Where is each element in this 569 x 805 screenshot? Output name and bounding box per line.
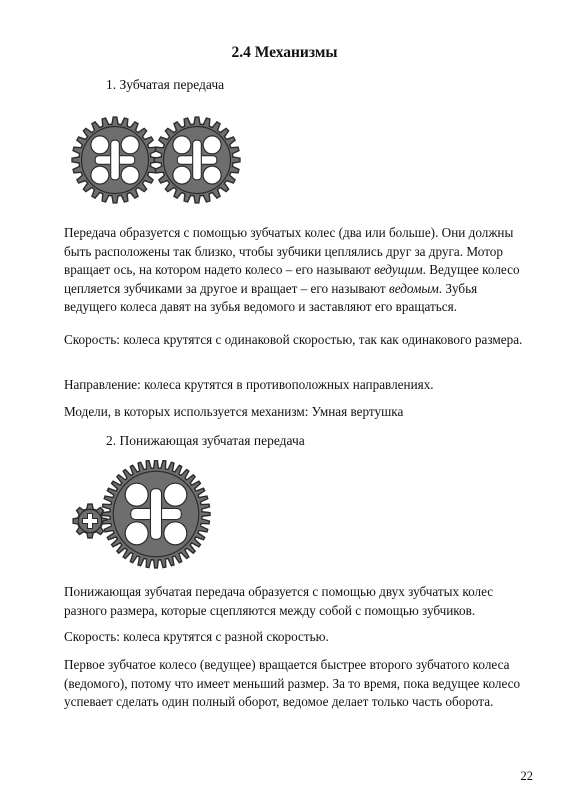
- equal-gears-figure: [68, 110, 248, 210]
- reduction-explanation-paragraph: Первое зубчатое колесо (ведущее) вращается быстрее второго зубчатого колеса (ведомого), потому что имеет меньший размер. За то время, пока ведущее колесо успевает сделать один полный оборот, ведомое делает только часть оборота.: [64, 657, 521, 709]
- models-paragraph: Модели, в которых используется механизм: Умная вертушка: [64, 404, 404, 419]
- section-title: 2.4 Механизмы: [231, 44, 338, 61]
- list-item-2: 2. Понижающая зубчатая передача: [106, 433, 305, 448]
- term-driven: ведомым: [388, 280, 439, 296]
- large-gear-image: [102, 460, 210, 568]
- text-run: . Зубья ведущего колеса давят на зубья ведомого и заставляют его вращаться.: [64, 280, 478, 314]
- direction-paragraph: Направление: колеса крутятся в противоположных направлениях.: [64, 377, 434, 392]
- driving-gear-image: [72, 117, 158, 203]
- driven-gear-image: [154, 117, 240, 203]
- list-item-1: 1. Зубчатая передача: [106, 77, 225, 92]
- text-run: . Ведущее колесо цепляется зубчиками за другое и вращает – его называют: [64, 262, 520, 296]
- text-run: Передача образуется с помощью зубчатых колес (два или больше). Они должны быть расположены так близко, чтобы зубчики цеплялись друг за друга. Мотор вращает ось, на котором надето колесо – его называют: [64, 225, 514, 277]
- reduction-gears-figure: [66, 460, 216, 575]
- gear-description-paragraph: [64, 224, 530, 317]
- reduction-description-paragraph: Понижающая зубчатая передача образуется с помощью двух зубчатых колес разного размера, которые сцепляются между собой с помощью зубчиков.: [64, 584, 494, 618]
- speed-paragraph-1: Скорость: колеса крутятся с одинаковой скоростью, так как одинакового размера.: [64, 332, 523, 347]
- page-number: 22: [520, 769, 533, 783]
- term-driving: ведущим: [374, 262, 423, 277]
- speed-paragraph-2: Скорость: колеса крутятся с разной скоростью.: [64, 629, 329, 644]
